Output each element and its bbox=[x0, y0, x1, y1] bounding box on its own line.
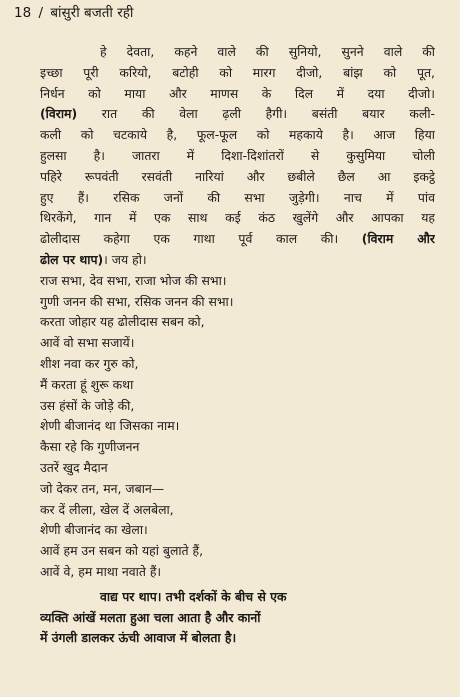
text-segment: थिरकेंगे, गान में एक साथ कई कंठ खुलेंगे और आपका यह bbox=[40, 210, 435, 226]
bold-text-segment: (विराम और bbox=[361, 231, 435, 247]
text-segment: आवें वे, हम माथा नवाते हैं। bbox=[40, 563, 162, 579]
text-segment: आवें हम उन सबन को यहां बुलाते हैं, bbox=[40, 543, 204, 559]
text-segment: निर्धन को माया और माणस के दिल में दया दीजो। bbox=[40, 85, 435, 101]
text-line bbox=[40, 84, 435, 105]
text-line bbox=[40, 416, 435, 437]
text-line bbox=[40, 188, 435, 209]
text-segment: इच्छा पूरी करियो, बटोही को मारग दीजो, बांझ को पूत, bbox=[40, 64, 435, 80]
text-segment: हे देवता, कहने वाले की सुनियो, सुनने वाले की bbox=[100, 44, 435, 59]
text-segment: आवें वो सभा सजायें। bbox=[40, 335, 135, 351]
page-number: 18 bbox=[14, 5, 32, 21]
text-segment: कली को चटकाये है, फूल-फूल को महकाये है। आज हिया bbox=[40, 127, 435, 143]
stage-direction-line bbox=[40, 587, 435, 608]
text-line bbox=[40, 500, 435, 521]
text-segment: में उंगली डालकर ऊंची आवाज में बोलता है। bbox=[40, 630, 237, 646]
text-line bbox=[40, 167, 435, 188]
text-segment: कैसा रहे कि गुणीजनन bbox=[40, 439, 140, 455]
text-segment: उस हंसों के जोड़े की, bbox=[40, 397, 135, 413]
text-line bbox=[40, 42, 435, 63]
text-line bbox=[40, 437, 435, 458]
page-body-text bbox=[40, 42, 435, 649]
text-line bbox=[40, 520, 435, 541]
text-line bbox=[40, 63, 435, 84]
text-line bbox=[40, 396, 435, 417]
text-line bbox=[40, 354, 435, 375]
text-line bbox=[40, 458, 435, 479]
running-header bbox=[14, 4, 133, 22]
text-segment: शीश नवा कर गुरु को, bbox=[40, 355, 139, 371]
text-segment: कर दें लीला, खेल दें अलबेला, bbox=[40, 501, 174, 517]
text-segment: उतरें खुद मैदान bbox=[40, 459, 108, 475]
text-line bbox=[40, 479, 435, 500]
text-segment: व्यक्ति आंखें मलता हुआ चला आता है और कानों bbox=[40, 609, 261, 625]
book-title: बांसुरी बजती रही bbox=[50, 5, 134, 21]
text-segment: गुणी जनन की सभा, रसिक जनन की सभा। bbox=[40, 293, 234, 309]
text-line bbox=[40, 208, 435, 229]
text-segment: मैं करता हूं शुरू कथा bbox=[40, 376, 134, 392]
bold-text-segment: ढोल पर थाप) bbox=[40, 251, 104, 267]
stage-direction-line bbox=[40, 628, 435, 649]
text-line bbox=[40, 125, 435, 146]
text-segment: हुलसा है। जातरा में दिशा-दिशांतरों से कुसुमिया चोली bbox=[40, 147, 435, 163]
text-line bbox=[40, 146, 435, 167]
text-segment: राज सभा, देव सभा, राजा भोज की सभा। bbox=[40, 272, 227, 288]
header-separator: / bbox=[38, 5, 44, 21]
text-line bbox=[40, 250, 435, 271]
text-segment: जो देकर तन, मन, जबान— bbox=[40, 480, 165, 496]
text-line bbox=[40, 104, 435, 125]
text-segment: शेणी बीजानंद का खेला। bbox=[40, 522, 148, 538]
text-segment: करता जोहार यह ढोलीदास सबन को, bbox=[40, 314, 205, 330]
text-segment: शेणी बीजानंद था जिसका नाम। bbox=[40, 418, 180, 434]
text-segment: ढोलीदास कहेगा एक गाथा पूर्व काल की। bbox=[40, 231, 362, 247]
text-line bbox=[40, 333, 435, 354]
text-line bbox=[40, 271, 435, 292]
stage-direction-line bbox=[40, 608, 435, 629]
text-segment: हुए हैं। रसिक जनों की सभा जुड़ेगी। नाच में पांव bbox=[40, 189, 435, 205]
text-line bbox=[40, 229, 435, 250]
text-segment: । जय हो। bbox=[103, 251, 147, 267]
text-segment: पहिरे रूपवंती रसवंती नारियां और छबीले छैल आ इकट्ठे bbox=[40, 168, 435, 184]
text-line bbox=[40, 541, 435, 562]
text-line bbox=[40, 312, 435, 333]
bold-text-segment: (विराम) bbox=[40, 106, 78, 122]
text-line bbox=[40, 375, 435, 396]
text-segment: वाद्य पर थाप। तभी दर्शकों के बीच से एक bbox=[100, 588, 287, 604]
text-segment: रात की वेला ढ़ली हैगी। बसंती बयार कली- bbox=[77, 106, 435, 122]
text-line bbox=[40, 292, 435, 313]
text-line bbox=[40, 562, 435, 583]
